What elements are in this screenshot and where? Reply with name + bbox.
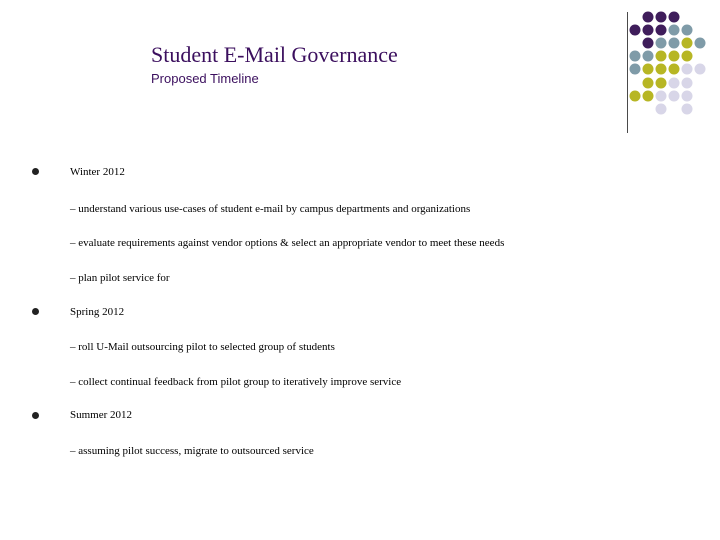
- decor-dot: [630, 25, 641, 36]
- decor-dot: [643, 25, 654, 36]
- section-heading-winter: Winter 2012: [70, 166, 125, 178]
- bullet-icon: [32, 412, 39, 419]
- decor-dot: [630, 91, 641, 102]
- decor-dot: [669, 91, 680, 102]
- section-item: – evaluate requirements against vendor options & select an appropriate vendor to meet these needs: [70, 237, 505, 249]
- decor-dot: [656, 25, 667, 36]
- decor-dot: [643, 51, 654, 62]
- section-heading-spring: Spring 2012: [70, 306, 125, 318]
- decor-dot: [682, 78, 693, 89]
- decor-dot: [682, 25, 693, 36]
- decor-dot: [682, 91, 693, 102]
- decor-dot: [669, 51, 680, 62]
- section-item: – collect continual feedback from pilot group to iteratively improve service: [70, 376, 402, 388]
- section-item: – roll U-Mail outsourcing pilot to selected group of students: [70, 341, 335, 353]
- bullet-icon: [32, 168, 39, 175]
- decor-dot: [643, 78, 654, 89]
- decor-dot: [669, 78, 680, 89]
- decor-dot: [669, 64, 680, 75]
- decor-dot: [643, 38, 654, 49]
- decor-dot: [656, 51, 667, 62]
- decor-dot: [695, 38, 706, 49]
- decor-dot: [682, 38, 693, 49]
- decor-dot: [630, 64, 641, 75]
- section-item: – understand various use-cases of student e-mail by campus departments and organizations: [70, 203, 471, 215]
- decor-dot: [643, 64, 654, 75]
- section-item: – assuming pilot success, migrate to outsourced service: [70, 445, 314, 457]
- decor-dot: [656, 78, 667, 89]
- decor-dot: [656, 38, 667, 49]
- decor-dot: [643, 12, 654, 23]
- divider-line: [627, 12, 628, 133]
- decor-dot: [656, 64, 667, 75]
- decor-dot: [682, 51, 693, 62]
- section-heading-summer: Summer 2012: [70, 409, 133, 421]
- decor-dot: [656, 91, 667, 102]
- decor-dot: [630, 51, 641, 62]
- decor-dot: [656, 12, 667, 23]
- decor-dot: [682, 64, 693, 75]
- decor-dot: [669, 25, 680, 36]
- section-item: – plan pilot service for: [70, 272, 170, 284]
- decor-dot: [682, 104, 693, 115]
- decor-dot: [669, 12, 680, 23]
- slide-title: Student E-Mail Governance: [151, 42, 398, 67]
- decor-dot: [669, 38, 680, 49]
- slide-subtitle: Proposed Timeline: [151, 71, 259, 86]
- bullet-icon: [32, 308, 39, 315]
- decor-dot: [695, 64, 706, 75]
- decor-dot: [656, 104, 667, 115]
- decor-dot: [643, 91, 654, 102]
